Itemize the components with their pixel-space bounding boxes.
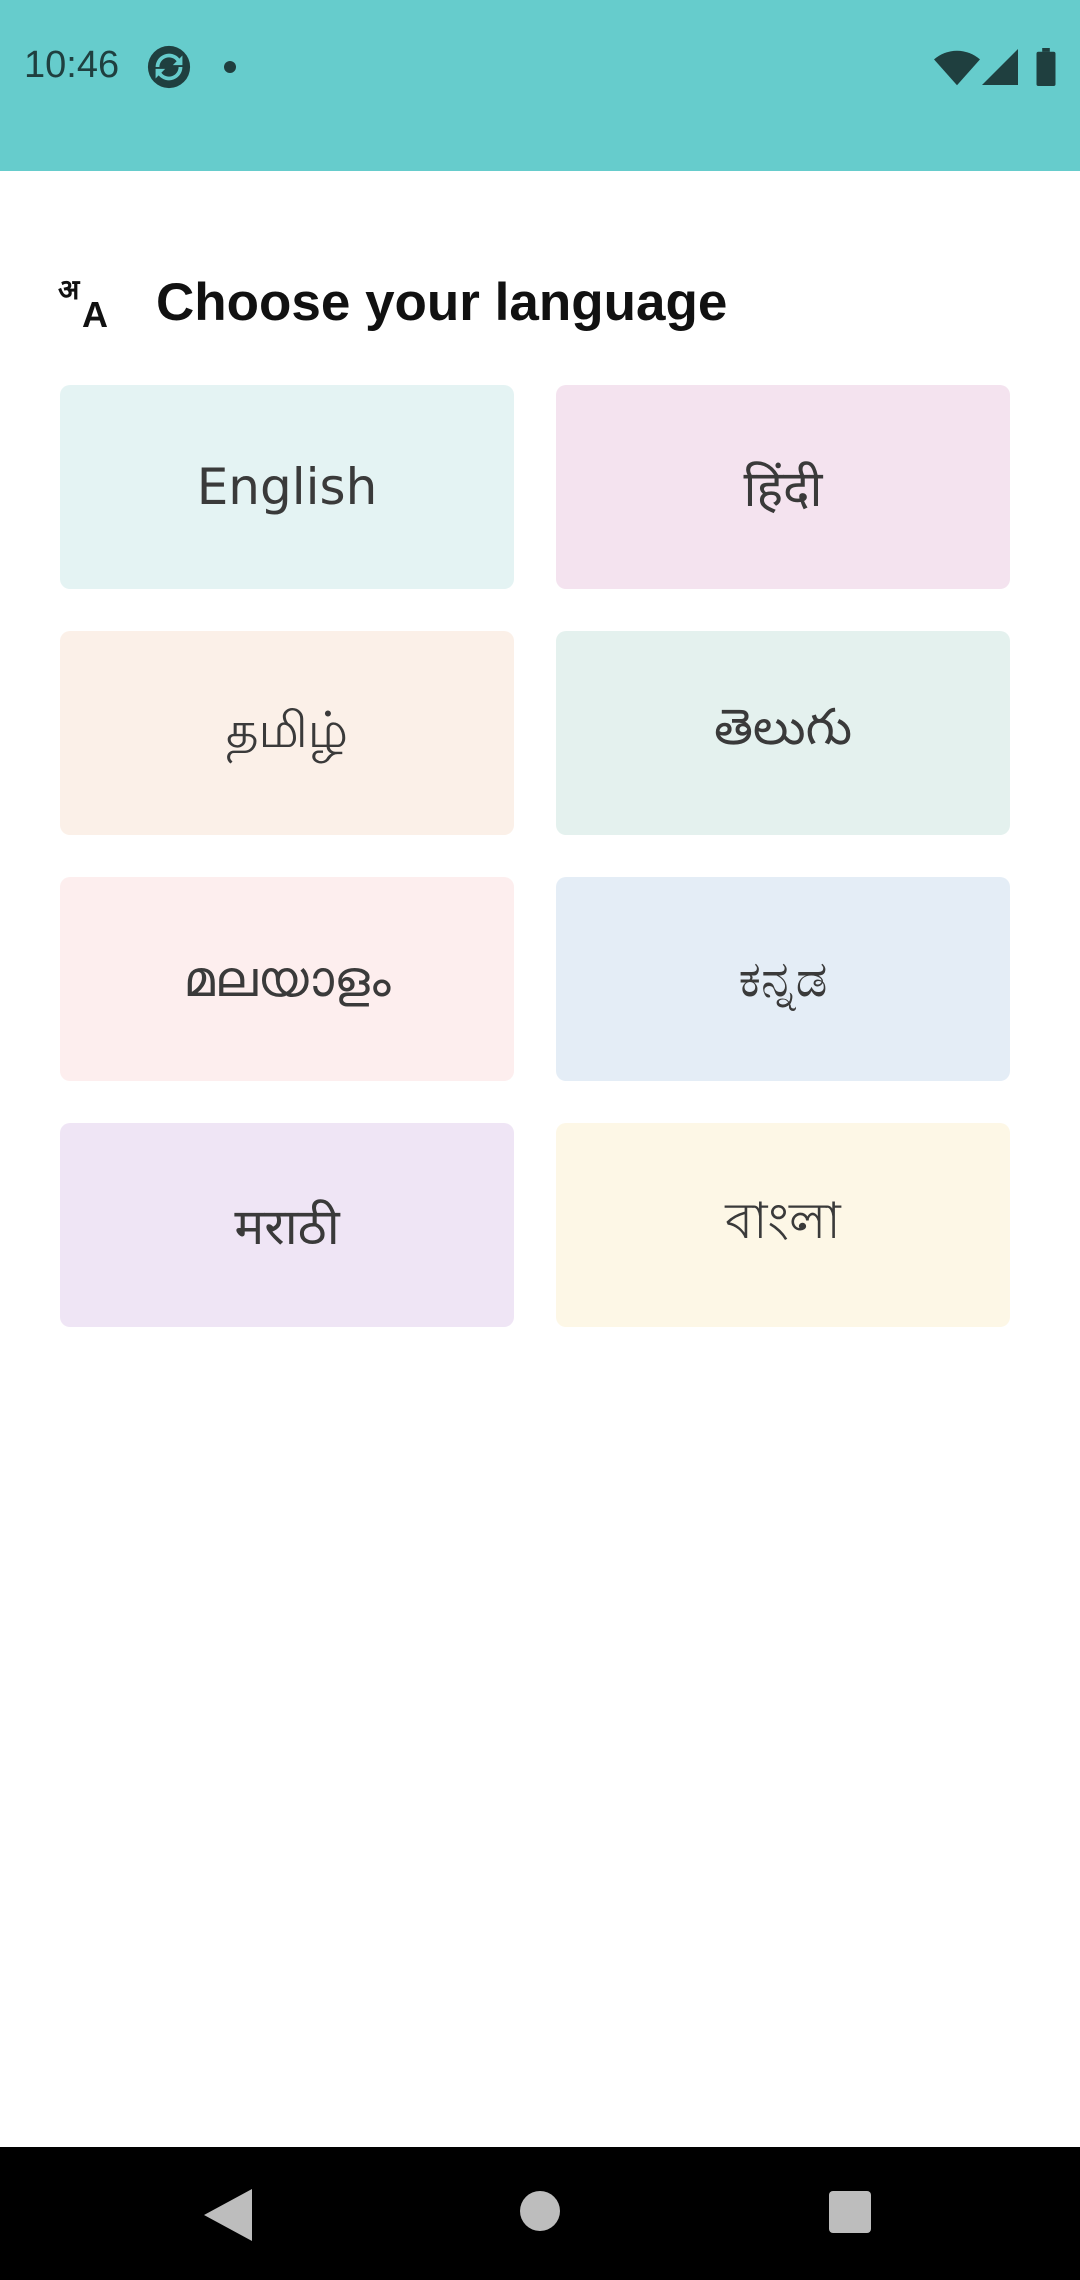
language-option-hindi[interactable]: हिंदी [556, 385, 1010, 589]
language-option-malayalam[interactable]: മലയാളം [60, 877, 514, 1081]
wifi-icon [934, 50, 980, 86]
sync-icon [146, 44, 192, 90]
battery-icon [1036, 48, 1056, 86]
page-title: Choose your language [156, 272, 728, 332]
notification-dot-icon [224, 61, 236, 73]
language-option-marathi[interactable]: मराठी [60, 1123, 514, 1327]
language-option-english[interactable]: English [60, 385, 514, 589]
recents-icon[interactable] [829, 2191, 871, 2233]
language-option-tamil[interactable]: தமிழ் [60, 631, 514, 835]
language-option-bengali[interactable]: বাংলা [556, 1123, 1010, 1327]
language-grid [60, 385, 1010, 1327]
signal-icon [982, 48, 1018, 86]
navigation-bar [0, 2147, 1080, 2280]
language-option-kannada[interactable]: ಕನ್ನಡ [556, 877, 1010, 1081]
svg-text:A: A [82, 294, 108, 333]
status-time: 10:46 [24, 44, 120, 86]
language-option-telugu[interactable]: తెలుగు [556, 631, 1010, 835]
svg-text:अ: अ [58, 273, 80, 306]
status-bar [0, 0, 1080, 171]
back-icon[interactable] [204, 2189, 252, 2241]
home-icon[interactable] [520, 2191, 560, 2231]
header [58, 268, 727, 336]
translate-icon [58, 271, 120, 333]
